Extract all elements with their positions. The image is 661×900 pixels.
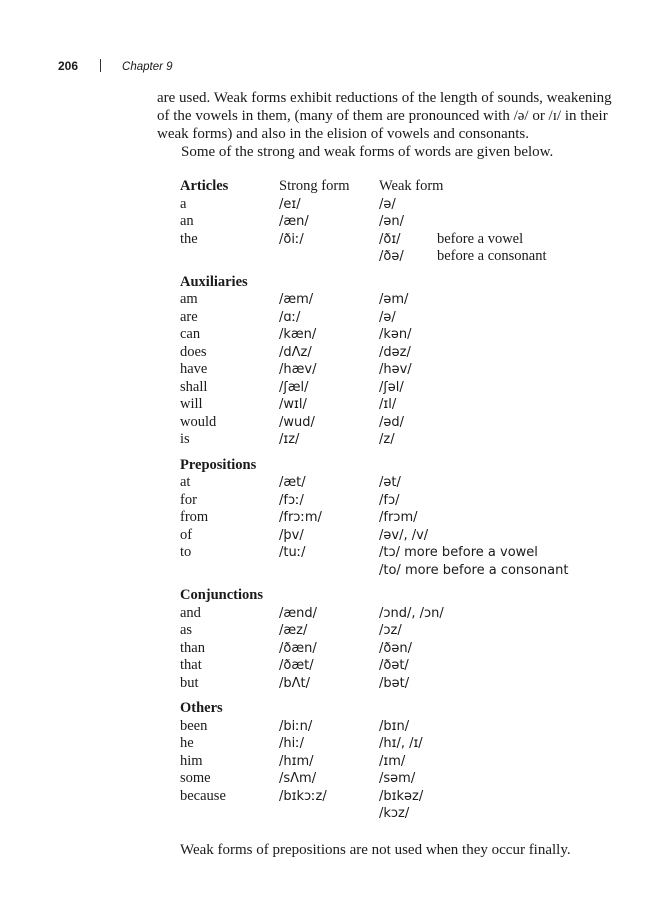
weak-form-cell: /əd/ <box>379 414 405 430</box>
strong-form-cell: /ænd/ <box>279 605 318 621</box>
weak-form-cell: /dəz/ <box>379 344 411 360</box>
word-cell: have <box>180 361 208 377</box>
strong-form-cell: /æn/ <box>279 214 309 229</box>
strong-form-cell: /ðiː/ <box>279 231 304 247</box>
weak-form-cell: /z/ <box>379 432 395 447</box>
closing-note: Weak forms of prepositions are not used when they occur finally. <box>180 842 571 858</box>
table-row <box>180 770 568 788</box>
weak-form-cell: /ðə/ <box>379 249 404 264</box>
table-row <box>180 622 568 640</box>
word-cell: from <box>180 509 209 525</box>
strong-weak-forms-table <box>180 178 568 823</box>
word-cell: at <box>180 474 191 490</box>
table-row <box>180 562 568 580</box>
intro-line: are used. Weak forms exhibit reductions of the length of sounds, weakening <box>157 90 612 106</box>
table-row <box>180 248 568 266</box>
word-cell <box>180 805 279 823</box>
table-row <box>180 231 568 249</box>
word-cell: does <box>180 343 207 360</box>
strong-form-cell: /æm/ <box>279 292 314 307</box>
table-row <box>180 344 568 362</box>
weak-form-cell: /ət/ <box>379 475 401 490</box>
usage-note: before a vowel <box>437 230 524 247</box>
strong-form-cell: /hɪm/ <box>279 753 314 769</box>
weak-form-cell: /bət/ <box>379 675 410 691</box>
table-row <box>180 605 568 623</box>
word-cell: can <box>180 326 201 342</box>
strong-form-cell: /ʃæl/ <box>279 379 309 395</box>
word-cell <box>180 562 279 580</box>
table-row <box>180 396 568 414</box>
strong-form-cell <box>279 562 379 580</box>
strong-form-cell: /hæv/ <box>279 362 317 377</box>
strong-form-cell: /fɔː/ <box>279 492 304 508</box>
intro-line: weak forms) and also in the elision of vowels and consonants. <box>157 126 530 142</box>
word-cell: than <box>180 639 205 656</box>
strong-form-cell: /æt/ <box>279 475 306 490</box>
word-cell: are <box>180 308 198 325</box>
strong-form-cell: /biːn/ <box>279 718 313 734</box>
lead-in-sentence: Some of the strong and weak forms of words are given below. <box>181 144 554 160</box>
table-row <box>180 474 568 492</box>
weak-form-cell: /ə/ <box>379 309 396 325</box>
weak-form-cell: /əm/ <box>379 292 409 307</box>
strong-form-cell: /frɔːm/ <box>279 510 322 525</box>
word-cell: of <box>180 526 193 543</box>
weak-form-cell: /ɔz/ <box>379 623 402 638</box>
word-cell: shall <box>180 378 208 395</box>
word-cell: as <box>180 622 193 638</box>
word-cell: would <box>180 413 217 430</box>
word-cell: but <box>180 674 199 691</box>
word-cell: the <box>180 230 198 247</box>
header-divider <box>100 59 101 72</box>
column-header-strong: Strong form <box>279 178 350 194</box>
strong-form-cell: /ɑː/ <box>279 309 301 325</box>
section-title-auxiliaries: Auxiliaries <box>180 273 248 290</box>
table-row <box>180 379 568 397</box>
section-title-articles: Articles <box>180 178 229 194</box>
word-cell: will <box>180 396 203 412</box>
weak-form-cell: /əv/, /v/ <box>379 527 429 543</box>
word-cell: am <box>180 291 198 307</box>
strong-form-cell: /ðæt/ <box>279 658 314 673</box>
strong-form-cell: /wud/ <box>279 414 315 430</box>
table-row <box>180 492 568 510</box>
word-cell: been <box>180 717 208 734</box>
intro-line: of the vowels in them, (many of them are pronounced with /ə/ or /ɪ/ in their <box>157 108 608 124</box>
strong-form-cell: /þv/ <box>279 527 304 543</box>
weak-form-cell: /to/ more before a consonant <box>379 562 569 578</box>
weak-form-cell: /bɪn/ <box>379 718 410 734</box>
weak-form-cell: /ʃəl/ <box>379 379 404 395</box>
strong-form-cell: /ɪz/ <box>279 432 300 447</box>
table-row <box>180 735 568 753</box>
table-row <box>180 544 568 562</box>
weak-form-cell: /ən/ <box>379 214 404 229</box>
usage-note: before a consonant <box>437 248 547 264</box>
page-number: 206 <box>58 59 79 73</box>
table-row <box>180 309 568 327</box>
strong-form-cell: /tuː/ <box>279 545 306 560</box>
table-row <box>180 657 568 675</box>
table-row <box>180 675 568 693</box>
strong-form-cell: /kæn/ <box>279 327 317 342</box>
strong-form-cell: /eɪ/ <box>279 196 301 212</box>
table-row <box>180 431 568 449</box>
strong-form-cell <box>279 248 379 266</box>
table-row <box>180 361 568 379</box>
table-row <box>180 805 568 823</box>
word-cell: because <box>180 787 226 804</box>
word-cell: some <box>180 770 211 786</box>
strong-form-cell: /hiː/ <box>279 736 304 751</box>
section-title-prepositions: Prepositions <box>180 456 257 473</box>
weak-form-cell: /kɔz/ <box>379 806 410 821</box>
weak-form-cell: /həv/ <box>379 362 412 377</box>
word-cell: that <box>180 657 202 673</box>
weak-form-cell: /ə/ <box>379 196 396 212</box>
table-row <box>180 753 568 771</box>
table-row <box>180 509 568 527</box>
running-head <box>58 58 173 74</box>
word-cell: and <box>180 604 201 621</box>
strong-form-cell <box>279 805 379 823</box>
word-cell: a <box>180 195 187 212</box>
word-cell: for <box>180 491 197 508</box>
weak-form-cell: /ðən/ <box>379 640 412 656</box>
weak-form-cell: /kən/ <box>379 327 412 342</box>
word-cell: is <box>180 431 190 447</box>
weak-form-cell: /hɪ/, /ɪ/ <box>379 736 423 751</box>
word-cell: he <box>180 735 194 751</box>
table-row <box>180 718 568 736</box>
strong-form-cell: /bΛt/ <box>279 675 311 691</box>
table-header-row <box>180 178 568 196</box>
word-cell: to <box>180 544 192 560</box>
table-row <box>180 196 568 214</box>
strong-form-cell: /sΛm/ <box>279 771 317 786</box>
weak-form-cell: /ɔnd/, /ɔn/ <box>379 605 444 621</box>
weak-form-cell: /ðət/ <box>379 658 409 673</box>
strong-form-cell: /bɪkɔːz/ <box>279 788 327 804</box>
section-title-conjunctions: Conjunctions <box>180 587 263 603</box>
table-row <box>180 213 568 231</box>
strong-form-cell: /ðæn/ <box>279 640 317 656</box>
table-row <box>180 527 568 545</box>
word-cell <box>180 248 279 266</box>
word-cell: an <box>180 213 194 229</box>
table-row <box>180 291 568 309</box>
table-row <box>180 640 568 658</box>
table-row <box>180 414 568 432</box>
weak-form-cell: /ðɪ/ <box>379 231 401 247</box>
chapter-label: Chapter 9 <box>122 61 173 73</box>
intro-paragraph <box>157 89 612 161</box>
table-row <box>180 326 568 344</box>
weak-form-cell: /ɪm/ <box>379 753 406 769</box>
table-row <box>180 788 568 806</box>
weak-form-cell: /bɪkəz/ <box>379 788 424 804</box>
weak-form-cell: /frɔm/ <box>379 510 418 525</box>
weak-form-cell: /tɔ/ more before a vowel <box>379 545 538 560</box>
section-title-others: Others <box>180 700 223 716</box>
weak-form-cell: /ɪl/ <box>379 397 397 412</box>
column-header-weak: Weak form <box>379 178 444 194</box>
word-cell: him <box>180 752 203 769</box>
strong-form-cell: /wɪl/ <box>279 397 307 412</box>
weak-form-cell: /səm/ <box>379 771 416 786</box>
weak-form-cell: /fɔ/ <box>379 492 400 508</box>
strong-form-cell: /æz/ <box>279 623 308 638</box>
strong-form-cell: /dΛz/ <box>279 344 312 360</box>
